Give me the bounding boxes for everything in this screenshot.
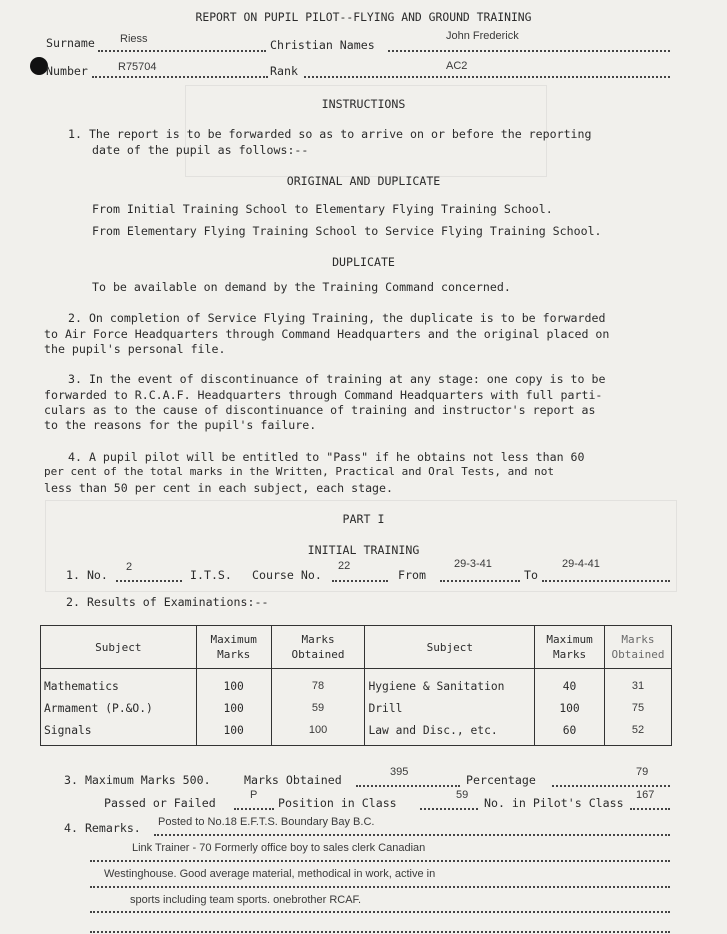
number-label: Number [46,64,88,78]
instruction-2-line-3: the pupil's personal file. [44,342,226,356]
duplicate-heading: DUPLICATE [332,255,395,269]
table-row [41,719,672,746]
instruction-1-line-2: date of the pupil as follows:-- [92,143,309,157]
instruction-2-line-2: to Air Force Headquarters through Command Headquarters and the original placed on [44,327,610,341]
remarks-line-2: Link Trainer - 70 Formerly office boy to sales clerk Canadian [132,842,426,854]
instruction-1-line-1: 1. The report is to be forwarded so as to arrive on or before the reporting [68,127,592,141]
part-1-heading: PART I [342,512,385,526]
subject-header-2: Subject [365,626,535,669]
original-duplicate-line-2: From Elementary Flying Training School to Service Flying Training School. [92,224,602,238]
position-label: Position in Class [278,796,397,810]
instruction-4-line-2: per cent of the total marks in the Written, Practical and Oral Tests, and not [44,465,554,478]
instruction-4-line-1: 4. A pupil pilot will be entitled to "Pass" if he obtains not less than 60 [68,450,585,464]
remarks-line-1: Posted to No.18 E.F.T.S. Boundary Bay B.C. [158,816,375,828]
percentage-dots [552,785,670,787]
remarks-line-4: sports including team sports. onebrother RCAF. [130,894,362,906]
subject-cell-2: Hygiene & Sanitation [365,669,535,698]
from-label: From [398,568,426,582]
passed-failed-label: Passed or Failed [104,796,216,810]
its-number-label: 1. No. [66,568,108,582]
course-number-label: Course No. [252,568,322,582]
from-value: 29-3-41 [454,558,492,570]
subject-cell: Armament (P.&O.) [41,697,197,719]
subject-header: Subject [41,626,197,669]
number-value: R75704 [118,61,157,73]
maximum-marks-label: 3. Maximum Marks 500. [64,773,211,787]
remarks-dots-4 [90,911,670,913]
table-row [41,669,672,698]
marks-obtained-dots [356,785,460,787]
max-marks-cell: 100 [196,669,271,698]
max-marks-cell-2: 60 [535,719,605,746]
max-marks-cell: 100 [196,719,271,746]
marks-obtained-cell-2: 52 [604,719,671,746]
christian-names-label: Christian Names [270,38,375,52]
to-label: To [524,568,538,582]
instructions-heading: INSTRUCTIONS [321,97,406,111]
from-dots [440,580,520,582]
table-row [41,697,672,719]
remarks-dots-5 [90,931,670,933]
instruction-3-line-2: forwarded to R.C.A.F. Headquarters through Command Headquarters with full parti- [44,388,603,402]
marks-obtained-label: Marks Obtained [244,773,342,787]
original-duplicate-line-1: From Initial Training School to Elementary Flying Training School. [92,202,553,216]
number-dots [92,76,268,78]
its-number-value: 2 [126,561,133,573]
marks-obtained-header-2: Marks Obtained [604,626,671,669]
rank-value: AC2 [446,60,468,72]
instruction-3-line-1: 3. In the event of discontinuance of training at any stage: one copy is to be [68,372,606,386]
original-duplicate-heading: ORIGINAL AND DUPLICATE [286,174,441,188]
remarks-dots-2 [90,860,670,862]
number-in-class-label: No. in Pilot's Class [484,796,624,810]
percentage-label: Percentage [466,773,536,787]
subject-cell: Signals [41,719,197,746]
marks-obtained-cell: 100 [271,719,365,746]
max-marks-header-2: Maximum Marks [535,626,605,669]
results-label: 2. Results of Examinations:-- [66,595,269,609]
exam-results-table [40,625,672,746]
christian-names-dots [388,50,670,52]
instruction-3-line-4: to the reasons for the pupil's failure. [44,418,317,432]
course-number-dots [332,580,388,582]
initial-training-heading: INITIAL TRAINING [307,543,420,557]
christian-names-value: John Frederick [446,30,519,42]
marks-obtained-cell-2: 75 [604,697,671,719]
subject-cell: Mathematics [41,669,197,698]
remarks-line-3: Westinghouse. Good average material, methodical in work, active in [104,868,436,880]
marks-obtained-cell: 59 [271,697,365,719]
remarks-dots-1 [154,834,670,836]
marks-obtained-header: Marks Obtained [271,626,365,669]
passed-failed-dots [234,808,274,810]
remarks-dots-3 [90,886,670,888]
table-header-row [41,626,672,669]
max-marks-cell-2: 40 [535,669,605,698]
max-marks-header: Maximum Marks [196,626,271,669]
surname-row [46,36,95,50]
max-marks-cell: 100 [196,697,271,719]
course-number-value: 22 [338,560,351,572]
to-dots [542,580,670,582]
surname-label: Surname [46,36,95,50]
number-in-class-dots [630,808,670,810]
remarks-label: 4. Remarks. [64,821,141,835]
instruction-2-line-1: 2. On completion of Service Flying Training, the duplicate is to be forwarded [68,311,606,325]
position-dots [420,808,478,810]
marks-obtained-value: 395 [390,766,409,778]
marks-obtained-cell-2: 31 [604,669,671,698]
its-number-dots [116,580,182,582]
passed-failed-value: P [250,789,258,801]
number-in-class-value: 167 [636,789,655,801]
percentage-value: 79 [636,766,649,778]
subject-cell-2: Drill [365,697,535,719]
subject-cell-2: Law and Disc., etc. [365,719,535,746]
page-title: REPORT ON PUPIL PILOT--FLYING AND GROUND TRAINING [195,10,532,24]
instruction-4-line-3: less than 50 per cent in each subject, each stage. [44,481,394,495]
to-value: 29-4-41 [562,558,600,570]
duplicate-line: To be available on demand by the Training Command concerned. [92,280,511,294]
max-marks-cell-2: 100 [535,697,605,719]
its-label: I.T.S. [190,568,232,582]
rank-label: Rank [270,64,298,78]
surname-value: Riess [120,33,148,45]
surname-dots [98,50,266,52]
position-value: 59 [456,789,469,801]
instruction-3-line-3: culars as to the cause of discontinuance of training and instructor's report as [44,403,596,417]
marks-obtained-cell: 78 [271,669,365,698]
rank-dots [304,76,670,78]
